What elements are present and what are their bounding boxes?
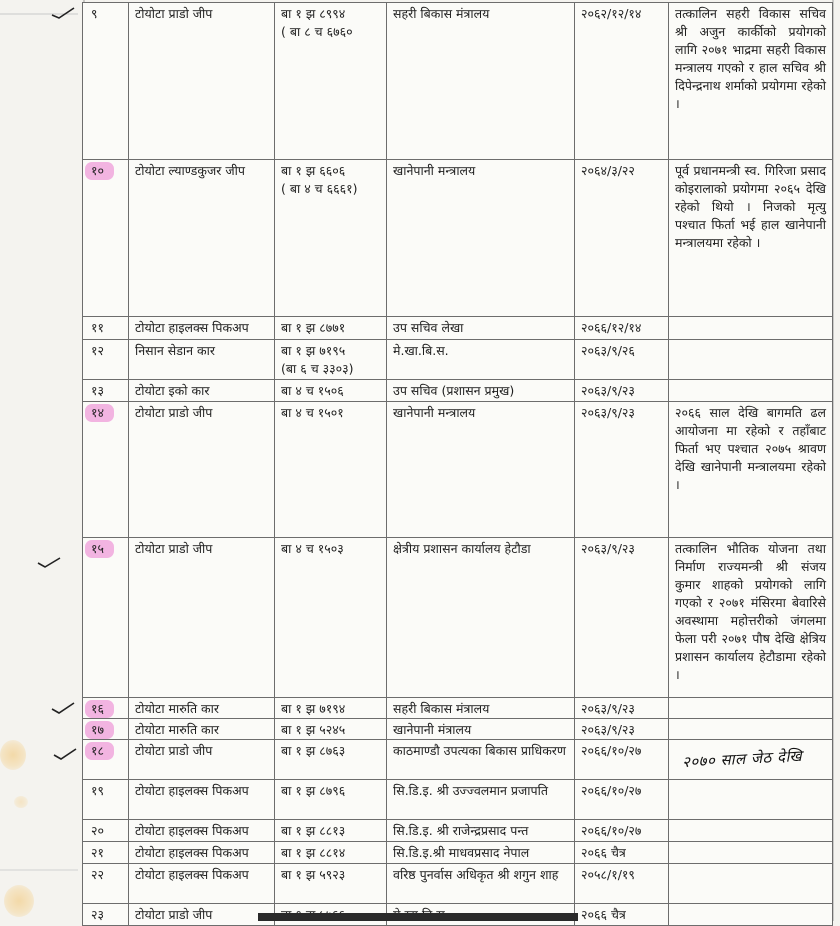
vehicle-type: टोयोटा मारुति कार <box>129 698 275 719</box>
vehicle-type: टोयोटा हाइलक्स पिकअप <box>129 864 275 904</box>
remarks <box>669 698 833 719</box>
vehicle-type: टोयोटा हाइलक्स पिकअप <box>129 317 275 340</box>
assigned-office: वरिष्ठ पुनर्वास अधिकृत श्री शगुन शाह <box>387 864 575 904</box>
date: २०६६ चैत्र <box>575 842 669 864</box>
handwritten-note: २०७० साल जेठ देखि <box>681 746 803 772</box>
registration-number: बा १ झ ५९२३ <box>275 864 387 904</box>
serial-number: २३ <box>83 904 129 926</box>
assigned-office: मे.खा.बि.स. <box>387 340 575 380</box>
remarks <box>669 380 833 402</box>
serial-number: १३ <box>83 380 129 402</box>
remarks: २०६६ साल देखि बागमति ढल आयोजना मा रहेको र तहाँबाट फिर्ता भए पश्चात २०७५ श्रावण देखि खानेपानी मन्त्रालयमा रहेको । <box>669 402 833 538</box>
serial-number: १७ <box>83 719 129 740</box>
assigned-office: सहरी बिकास मंत्रालय <box>387 698 575 719</box>
date: २०६३/९/२३ <box>575 538 669 698</box>
registration-number: बा १ झ ५२४५ <box>275 719 387 740</box>
date: २०६३/९/२३ <box>575 698 669 719</box>
serial-number: १० <box>83 160 129 317</box>
registration-number: बा ४ च १५०३ <box>275 538 387 698</box>
table-row <box>83 317 833 340</box>
serial-number: १८ <box>83 740 129 780</box>
vehicle-register-table <box>82 2 833 926</box>
serial-number: ११ <box>83 317 129 340</box>
table-row <box>83 380 833 402</box>
serial-number: १४ <box>83 402 129 538</box>
registration-number: बा १ झ ६६०६ ( बा ४ च ६६६१) <box>275 160 387 317</box>
registration-number: बा १ झ ८९९४ ( बा ८ च ६७६० <box>275 3 387 160</box>
paper-stain <box>0 740 26 770</box>
vehicle-type: टोयोटा इको कार <box>129 380 275 402</box>
serial-number: २२ <box>83 864 129 904</box>
date: २०५८/१/१९ <box>575 864 669 904</box>
vehicle-type: टोयोटा प्राडो जीप <box>129 904 275 926</box>
table-row <box>83 402 833 538</box>
check-mark-icon <box>50 700 76 716</box>
assigned-office: क्षेत्रीय प्रशासन कार्यालय हेटौडा <box>387 538 575 698</box>
table-row <box>83 3 833 160</box>
check-mark-icon <box>50 6 76 22</box>
table-row <box>83 842 833 864</box>
table-row <box>83 864 833 904</box>
table-row <box>83 698 833 719</box>
remarks: तत्कालिन भौतिक योजना तथा निर्माण राज्यमन्त्री श्री संजय कुमार शाहको प्रयोगको लागि गएको र २०७१ मंसिरमा बेवारिसे अवस्थामा महोत्तरीको जंगलमा फेला परी २०७१ पौष देखि क्षेत्रिय प्रशासन कार्यालय हेटौडामा रहेको । <box>669 538 833 698</box>
date: २०६६/१०/२७ <box>575 820 669 842</box>
serial-number: १६ <box>83 698 129 719</box>
assigned-office: उप सचिव लेखा <box>387 317 575 340</box>
serial-number: २१ <box>83 842 129 864</box>
assigned-office: उप सचिव (प्रशासन प्रमुख) <box>387 380 575 402</box>
table-row <box>83 538 833 698</box>
registration-number: बा १ झ ८८१३ <box>275 820 387 842</box>
serial-number: १९ <box>83 780 129 820</box>
remarks: तत्कालिन सहरी विकास सचिव श्री अजुन कार्कीको प्रयोगको लागि २०७१ भाद्रमा सहरी विकास मन्त्रालय गएको र हाल सचिव श्री दिपेन्द्रनाथ शर्माको प्रयोगमा रहेको । <box>669 3 833 160</box>
date: २०६३/९/२३ <box>575 719 669 740</box>
vehicle-type: टोयोटा प्राडो जीप <box>129 538 275 698</box>
vehicle-type: टोयोटा हाइलक्स पिकअप <box>129 842 275 864</box>
assigned-office: खानेपानी मन्त्रालय <box>387 160 575 317</box>
assigned-office: खानेपानी मन्त्रालय <box>387 402 575 538</box>
registration-number: बा ४ च १५०१ <box>275 402 387 538</box>
registration-number: बा १ झ ८७९६ <box>275 780 387 820</box>
assigned-office: सि.डि.इ. श्री राजेन्द्रप्रसाद पन्त <box>387 820 575 842</box>
scanner-edge <box>258 913 578 921</box>
assigned-office: काठमाण्डौ उपत्यका बिकास प्राधिकरण <box>387 740 575 780</box>
serial-number: ९ <box>83 3 129 160</box>
date: २०६३/९/२३ <box>575 402 669 538</box>
assigned-office: सहरी बिकास मंत्रालय <box>387 3 575 160</box>
serial-number: २० <box>83 820 129 842</box>
remarks <box>669 780 833 820</box>
vehicle-type: टोयोटा ल्याण्डकुजर जीप <box>129 160 275 317</box>
remarks <box>669 820 833 842</box>
registration-number: बा १ झ ८७७१ <box>275 317 387 340</box>
vehicle-type: टोयोटा प्राडो जीप <box>129 402 275 538</box>
date: २०६२/१२/१४ <box>575 3 669 160</box>
serial-number: १२ <box>83 340 129 380</box>
registration-number: बा १ झ ७१९५ (बा ६ च ३३०३) <box>275 340 387 380</box>
serial-number: १५ <box>83 538 129 698</box>
vehicle-type: टोयोटा प्राडो जीप <box>129 740 275 780</box>
vehicle-type: टोयोटा प्राडो जीप <box>129 3 275 160</box>
date: २०६६/१०/२७ <box>575 740 669 780</box>
vehicle-type: टोयोटा हाइलक्स पिकअप <box>129 780 275 820</box>
date: २०६३/९/२३ <box>575 380 669 402</box>
remarks: पूर्व प्रधानमन्त्री स्व. गिरिजा प्रसाद कोइरालाको प्रयोगमा २०६५ देखि रहेको थियो । निजको मृत्यु पश्चात फिर्ता भई हाल खानेपानी मन्त्रालयमा रहेको । <box>669 160 833 317</box>
table-row <box>83 820 833 842</box>
paper-stain <box>14 796 28 808</box>
vehicle-type: टोयोटा हाइलक्स पिकअप <box>129 820 275 842</box>
registration-number: बा ४ च १५०६ <box>275 380 387 402</box>
remarks <box>669 340 833 380</box>
date: २०६६ चैत्र <box>575 904 669 926</box>
table-row <box>83 780 833 820</box>
assigned-office: सि.डि.इ.श्री माधवप्रसाद नेपाल <box>387 842 575 864</box>
remarks <box>669 842 833 864</box>
remarks <box>669 904 833 926</box>
table-row <box>83 160 833 317</box>
assigned-office: खानेपानी मंत्रालय <box>387 719 575 740</box>
registration-number: बा १ झ ८८१४ <box>275 842 387 864</box>
assigned-office: सि.डि.इ. श्री उज्ज्वलमान प्रजापति <box>387 780 575 820</box>
paper-stain <box>4 885 34 917</box>
check-mark-icon <box>36 554 62 570</box>
registration-number: बा १ झ ८७६३ <box>275 740 387 780</box>
date: २०६४/३/२२ <box>575 160 669 317</box>
remarks <box>669 719 833 740</box>
remarks <box>669 317 833 340</box>
vehicle-type: टोयोटा मारुति कार <box>129 719 275 740</box>
remarks <box>669 864 833 904</box>
table-row <box>83 340 833 380</box>
date: २०६६/१०/२७ <box>575 780 669 820</box>
registration-number: बा १ झ ७१९४ <box>275 698 387 719</box>
vehicle-type: निसान सेडान कार <box>129 340 275 380</box>
date: २०६६/१२/१४ <box>575 317 669 340</box>
date: २०६३/९/२६ <box>575 340 669 380</box>
table-row <box>83 719 833 740</box>
check-mark-icon <box>52 746 78 762</box>
